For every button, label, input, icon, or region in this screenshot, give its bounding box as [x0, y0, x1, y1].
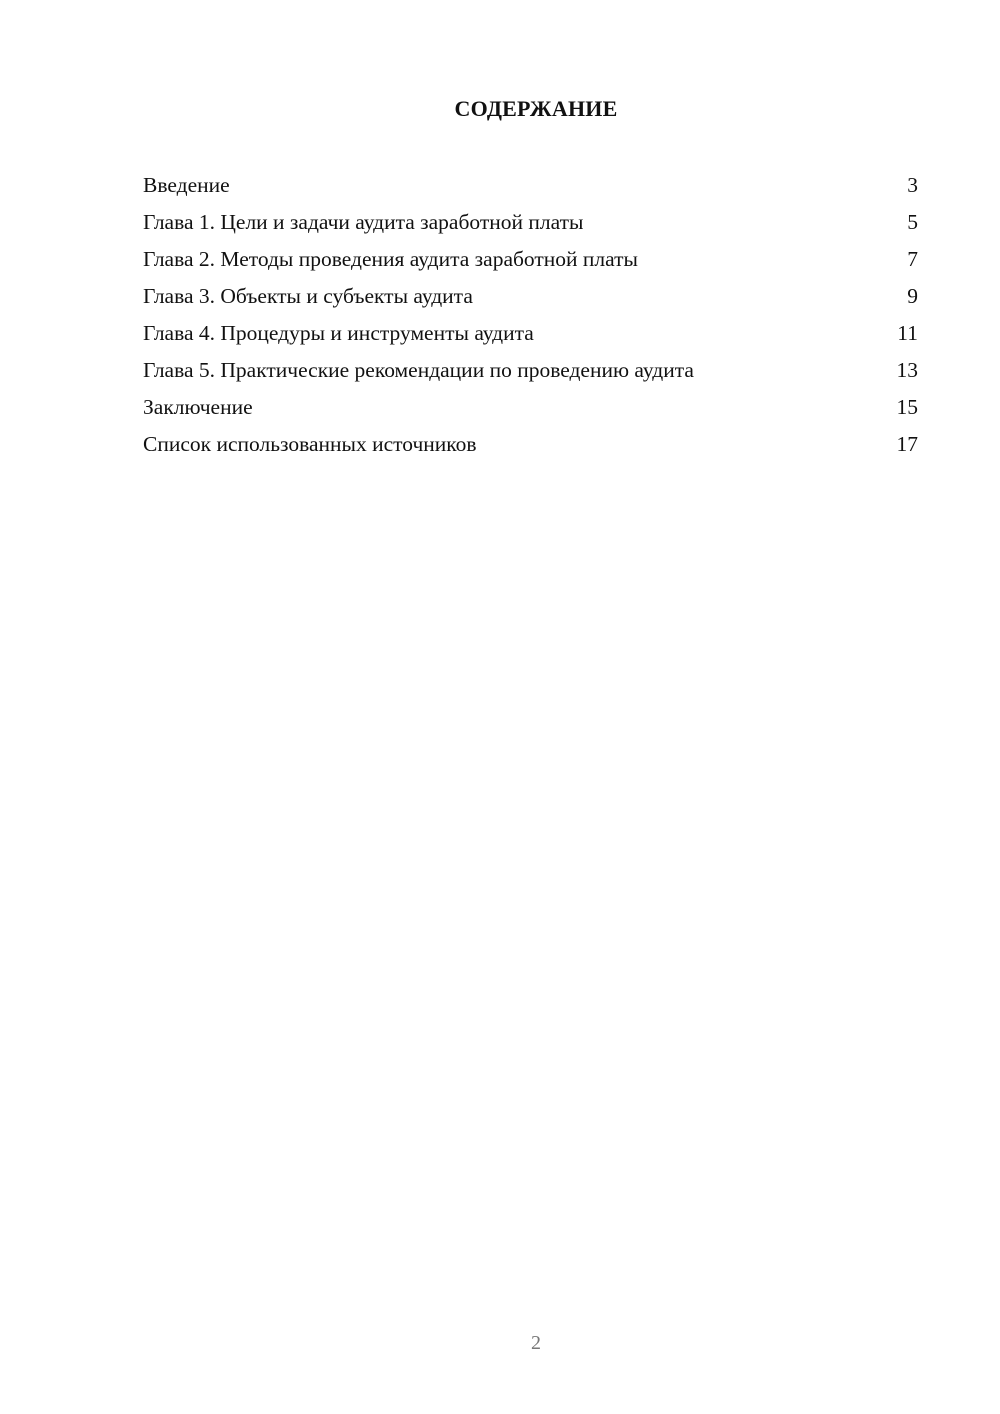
toc-entry-page: 11: [897, 321, 918, 345]
table-of-contents: [143, 167, 918, 463]
toc-entry: [143, 278, 918, 315]
toc-entry-page: 9: [907, 284, 918, 308]
toc-entry-title: Глава 2. Методы проведения аудита заработной платы: [143, 247, 638, 271]
toc-entry-page: 15: [896, 395, 918, 419]
toc-entry-title: Список использованных источников: [143, 432, 477, 456]
toc-entry-title: Заключение: [143, 395, 253, 419]
toc-entry: [143, 315, 918, 352]
page-title: СОДЕРЖАНИЕ: [454, 96, 618, 121]
toc-entry-title: Введение: [143, 173, 230, 197]
toc-entry-title: Глава 4. Процедуры и инструменты аудита: [143, 321, 534, 345]
toc-entry-page: 5: [907, 210, 918, 234]
page-number: 2: [531, 1332, 541, 1354]
toc-entry: [143, 389, 918, 426]
toc-entry-page: 3: [907, 173, 918, 197]
toc-entry-page: 7: [907, 247, 918, 271]
toc-entry-title: Глава 3. Объекты и субъекты аудита: [143, 284, 473, 308]
toc-entry-page: 17: [896, 432, 918, 456]
toc-entry-title: Глава 1. Цели и задачи аудита заработной платы: [143, 210, 584, 234]
toc-entry-page: 13: [896, 358, 918, 382]
toc-entry: [143, 352, 918, 389]
toc-entry: [143, 167, 918, 204]
toc-entry-title: Глава 5. Практические рекомендации по проведению аудита: [143, 358, 694, 382]
toc-entry: [143, 204, 918, 241]
toc-entry: [143, 241, 918, 278]
toc-entry: [143, 426, 918, 463]
